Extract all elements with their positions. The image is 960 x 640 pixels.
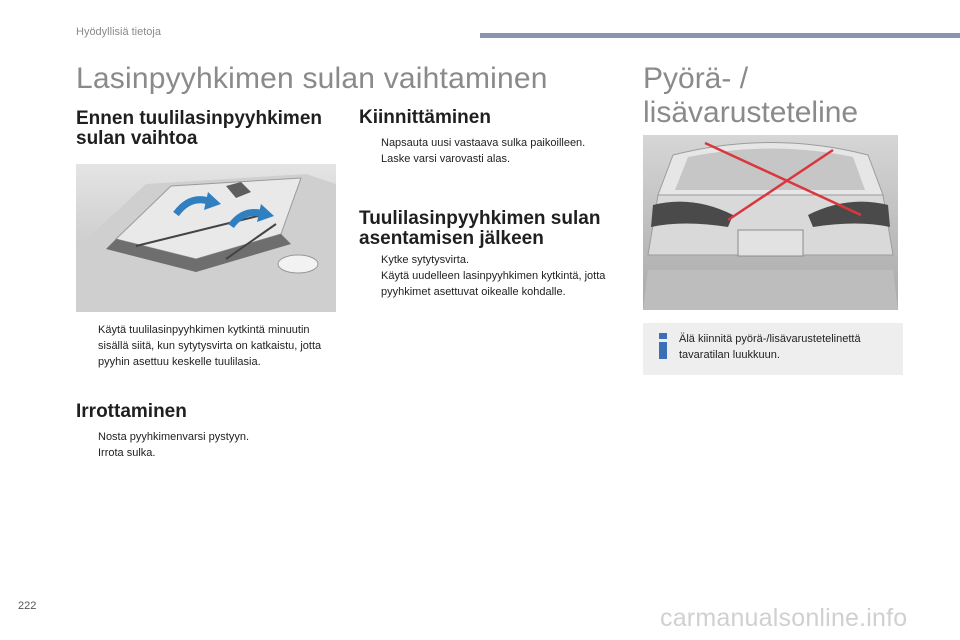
page-title: Lasinpyyhkimen sulan vaihtaminen <box>76 62 548 95</box>
list-item <box>359 135 624 151</box>
section-before-title-line2: sulan vaihtoa <box>76 128 198 149</box>
page-number: 222 <box>18 600 37 612</box>
footer-watermark: carmanualsonline.info <box>660 604 908 632</box>
section-remove-list <box>76 429 331 461</box>
list-item-text: Napsauta uusi vastaava sulka paikoilleen. <box>381 137 586 149</box>
header-accent-bar <box>480 33 960 38</box>
list-item-text: Käytä uudelleen lasinpyyhkimen kytkintä, jotta pyyhkimet asettuvat oikealle kohdalle. <box>381 270 606 298</box>
info-text: Älä kiinnitä pyörä-/lisävarustetelinettä tavaratilan luukkuun. <box>679 333 861 361</box>
info-box <box>643 323 903 375</box>
list-item <box>76 445 331 461</box>
list-item-text: Irrota sulka. <box>98 447 156 459</box>
windscreen-illustration <box>76 164 336 312</box>
section-remove-title: Irrottaminen <box>76 401 187 422</box>
list-item-text: Kytke sytytysvirta. <box>381 254 470 266</box>
side-title-line1: Pyörä- / <box>643 62 749 95</box>
section-after-list <box>359 252 624 300</box>
list-item <box>359 252 624 268</box>
section-after-title <box>359 209 600 249</box>
section-after-title-line2: asentamisen jälkeen <box>359 228 544 249</box>
section-attach-list <box>359 135 624 167</box>
side-title-line2: lisävarusteteline <box>643 96 859 129</box>
header-section-label: Hyödyllisiä tietoja <box>76 26 161 38</box>
side-title <box>643 62 943 130</box>
section-before-title <box>76 109 322 149</box>
section-after-title-line1: Tuulilasinpyyhkimen sulan <box>359 208 601 229</box>
list-item <box>76 429 331 445</box>
list-item-text: Nosta pyyhkimenvarsi pystyyn. <box>98 431 249 443</box>
list-item <box>359 151 624 167</box>
windscreen-wiper-image <box>76 164 336 312</box>
tailgate-illustration <box>643 135 898 310</box>
list-item-text: Laske varsi varovasti alas. <box>381 153 510 165</box>
list-item-text: Käytä tuulilasinpyyhkimen kytkintä minuutin sisällä siitä, kun sytytysvirta on katkaistu, jotta pyyhin asettuu keskelle tuulilasia. <box>98 324 322 368</box>
list-item <box>76 322 331 370</box>
list-item <box>359 268 624 300</box>
bike-rack-warning-image <box>643 135 898 310</box>
section-attach-title: Kiinnittäminen <box>359 107 491 128</box>
section-before-title-line1: Ennen tuulilasinpyyhkimen <box>76 108 322 129</box>
info-icon <box>656 333 670 359</box>
section-before-list <box>76 322 331 370</box>
